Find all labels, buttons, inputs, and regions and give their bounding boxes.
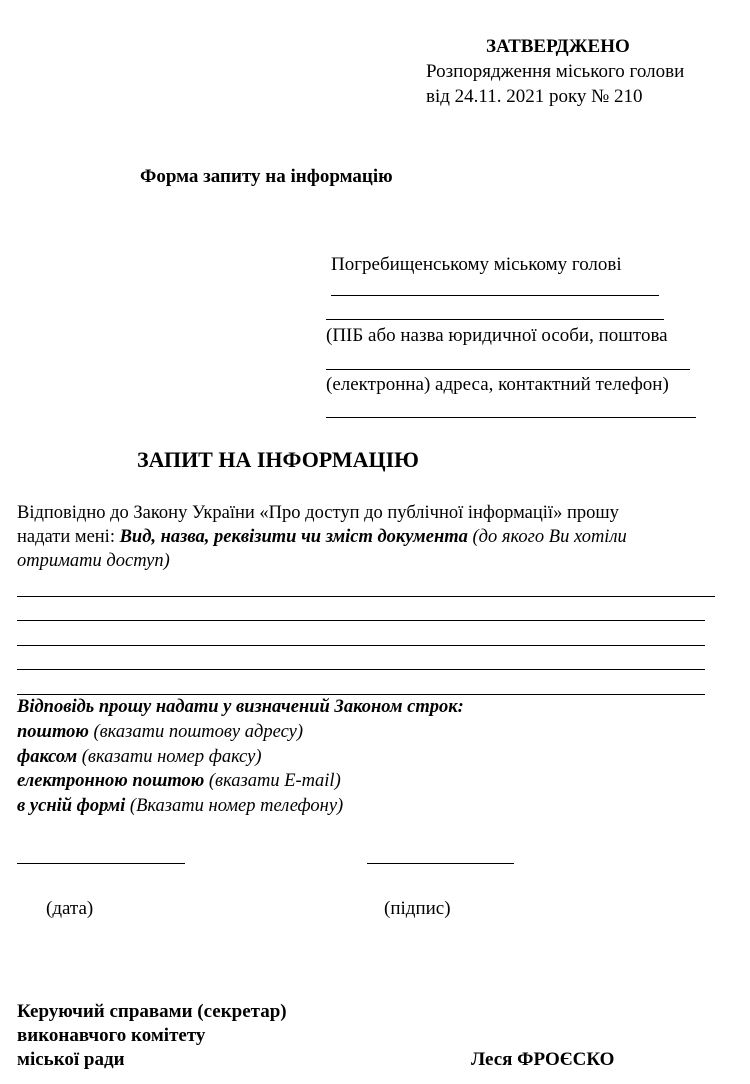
recipient-line-1 [331, 295, 659, 296]
body-line-2 [17, 527, 627, 548]
footer-name: Леся ФРОЄСКО [471, 1049, 615, 1070]
request-title: ЗАПИТ НА ІНФОРМАЦІЮ [137, 447, 419, 472]
recipient-to: Погребищенському міському голові [331, 254, 622, 275]
answer-line-1 [17, 596, 715, 597]
response-item-oral: в усній формі (Вказати номер телефону) [17, 796, 344, 816]
response-item-post: поштою (вказати поштову адресу) [17, 722, 304, 742]
body-line-2-plain: надати мені: [17, 527, 120, 547]
approval-line-2: від 24.11. 2021 року № 210 [426, 86, 643, 107]
recipient-line-3 [326, 369, 690, 370]
recipient-line-2 [326, 319, 664, 320]
answer-line-2 [17, 620, 705, 621]
recipient-hint-1: (ПІБ або назва юридичної особи, поштова [326, 325, 668, 346]
form-title: Форма запиту на інформацію [140, 166, 393, 187]
date-line [17, 863, 185, 864]
body-line-1: Відповідно до Закону України «Про доступ до публічної інформації» прошу [17, 503, 619, 523]
answer-line-4 [17, 669, 705, 670]
signature-line [367, 863, 514, 864]
body-line-2-italic: (до якого Ви хотіли [467, 527, 627, 547]
footer-line-2: виконавчого комітету [17, 1025, 206, 1046]
approval-line-1: Розпорядження міського голови [426, 61, 685, 82]
response-item-email: електронною поштою (вказати E-mail) [17, 771, 341, 791]
response-heading: Відповідь прошу надати у визначений Законом строк: [17, 697, 464, 717]
body-line-2-bold: Вид, назва, реквізити чи зміст документа [119, 527, 468, 547]
answer-line-3 [17, 645, 705, 646]
signature-label: (підпис) [384, 898, 451, 919]
footer-line-1: Керуючий справами (секретар) [17, 1001, 287, 1022]
recipient-hint-2: (електронна) адреса, контактний телефон) [326, 374, 669, 395]
approval-title: ЗАТВЕРДЖЕНО [486, 36, 630, 57]
footer-line-3: міської ради [17, 1049, 125, 1070]
body-line-3: отримати доступ) [17, 551, 170, 571]
date-label: (дата) [46, 898, 94, 919]
recipient-line-4 [326, 417, 696, 418]
response-item-fax: факсом (вказати номер факсу) [17, 747, 262, 767]
answer-line-5 [17, 694, 705, 695]
